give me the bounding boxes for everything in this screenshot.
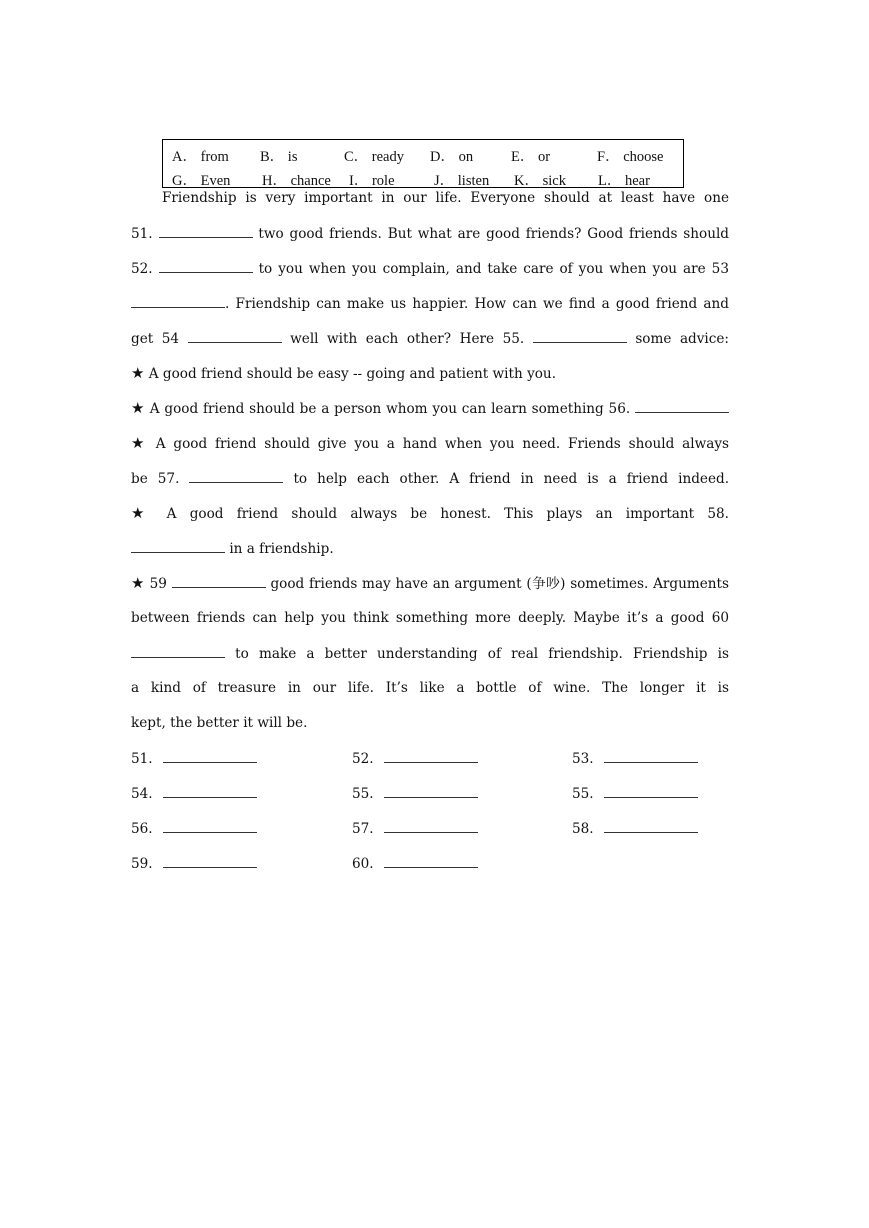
answer-53: 53. xyxy=(572,750,698,767)
option-i: I． role xyxy=(349,173,395,189)
option-c: C． ready xyxy=(344,149,404,165)
option-b: B． is xyxy=(260,149,298,165)
option-k: K． sick xyxy=(514,173,566,189)
answer-58: 58. xyxy=(572,820,698,837)
answer-blank[interactable] xyxy=(384,855,478,868)
answer-blank[interactable] xyxy=(163,820,257,833)
passage-line-15: a kind of treasure in our life. It’s like a bottle of wine. The longer it is xyxy=(131,680,729,696)
answer-55: 55. xyxy=(352,785,478,802)
passage-line-13: between friends can help you think something more deeply. Maybe it’s a good 60 xyxy=(131,610,729,626)
answer-59: 59. xyxy=(131,855,257,872)
answer-55b: 55. xyxy=(572,785,698,802)
answer-blank[interactable] xyxy=(384,750,478,763)
answer-blank[interactable] xyxy=(163,785,257,798)
passage-line-16: kept, the better it will be. xyxy=(131,715,308,731)
answer-52: 52. xyxy=(352,750,478,767)
passage-line-11: in a friendship. xyxy=(131,540,729,557)
passage-line-1: Friendship is very important in our life. Everyone should at least have one xyxy=(162,190,729,206)
answer-56: 56. xyxy=(131,820,257,837)
answer-blank[interactable] xyxy=(163,855,257,868)
blank-59[interactable] xyxy=(172,575,266,588)
word-bank-box xyxy=(162,139,684,188)
star-icon: ★ xyxy=(131,434,148,452)
passage-line-2: 51. two good friends. But what are good friends? Good friends should xyxy=(131,226,730,242)
answer-54: 54. xyxy=(131,785,257,802)
advice-1: ★ A good friend should be easy -- going and patient with you. xyxy=(131,364,557,382)
blank-54[interactable] xyxy=(188,330,282,343)
blank-57[interactable] xyxy=(189,470,283,483)
blank-60[interactable] xyxy=(131,645,225,658)
answer-blank[interactable] xyxy=(604,820,698,833)
option-f: F． choose xyxy=(597,149,664,165)
passage-line-5: get 54 well with each other? Here 55. some advice: xyxy=(131,331,730,347)
star-icon: ★ xyxy=(131,504,154,522)
option-d: D． on xyxy=(430,149,474,165)
answer-blank[interactable] xyxy=(604,750,698,763)
answer-blank[interactable] xyxy=(163,750,257,763)
blank-58[interactable] xyxy=(131,540,225,553)
option-j: J． listen xyxy=(434,173,490,189)
answer-60: 60. xyxy=(352,855,478,872)
passage-line-14: to make a better understanding of real friendship. Friendship is xyxy=(131,645,729,662)
option-a: A． from xyxy=(172,149,229,165)
answer-blank[interactable] xyxy=(384,785,478,798)
star-icon: ★ xyxy=(131,364,145,382)
blank-51[interactable] xyxy=(159,225,253,238)
passage-line-3: 52. to you when you complain, and take care of you when you are 53 xyxy=(131,261,729,277)
blank-52[interactable] xyxy=(159,260,253,273)
answer-57: 57. xyxy=(352,820,478,837)
star-icon: ★ xyxy=(131,574,145,592)
option-g: G． Even xyxy=(172,173,231,189)
advice-4: ★ A good friend should always be honest. This plays an important 58. xyxy=(131,504,729,522)
option-e: E． or xyxy=(511,149,551,165)
passage-line-4: . Friendship can make us happier. How can we find a good friend and xyxy=(131,295,729,312)
passage-line-9: be 57. to help each other. A friend in need is a friend indeed. xyxy=(131,471,730,487)
answer-blank[interactable] xyxy=(604,785,698,798)
answer-51: 51. xyxy=(131,750,257,767)
option-l: L． hear xyxy=(598,173,650,189)
advice-5: ★ 59 good friends may have an argument (争吵) sometimes. Arguments xyxy=(131,574,729,592)
advice-2: ★ A good friend should be a person whom you can learn something 56. xyxy=(131,400,729,417)
advice-3: ★ A good friend should give you a hand when you need. Friends should always xyxy=(131,434,729,452)
star-icon: ★ xyxy=(131,399,145,417)
option-h: H． chance xyxy=(262,173,331,189)
blank-55[interactable] xyxy=(533,330,627,343)
answer-blank[interactable] xyxy=(384,820,478,833)
blank-56[interactable] xyxy=(635,400,729,413)
blank-53[interactable] xyxy=(131,295,225,308)
